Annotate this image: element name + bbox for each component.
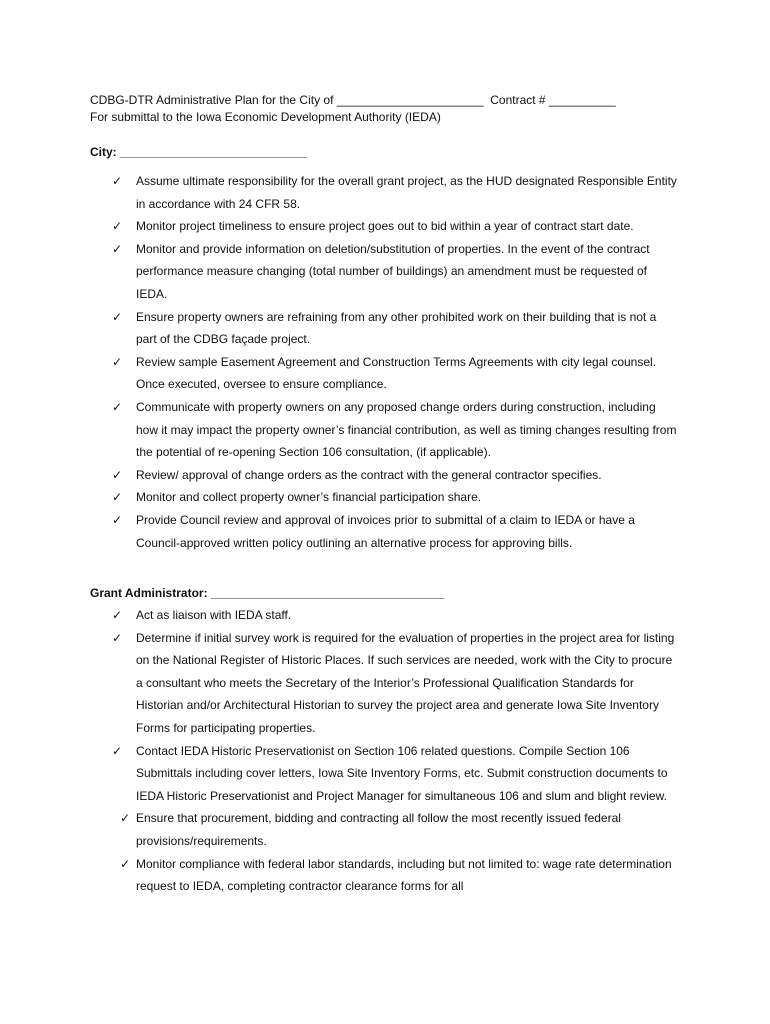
header-subtitle-line: For submittal to the Iowa Economic Development Authority (IEDA) xyxy=(90,109,441,124)
grant-administrator-responsibilities-list xyxy=(0,604,770,898)
checkmark-icon: ✓ xyxy=(112,309,123,324)
list-item xyxy=(0,627,770,740)
checkmark-icon: ✓ xyxy=(120,811,131,826)
list-item xyxy=(0,807,770,852)
header-title-line: CDBG-DTR Administrative Plan for the City of ______________________ Contract # __________ xyxy=(90,93,616,107)
list-item xyxy=(0,853,770,898)
checkmark-icon: ✓ xyxy=(112,608,123,622)
list-item xyxy=(0,170,770,215)
list-item-text: Contact IEDA Historic Preservationist on Section 106 related questions. Compile Section 106 Submittals including cover letters, Iowa Site Inventory Forms, etc. Submit construction documents to IEDA Historic Preservationist and Project Manager for simultaneous 106 and slum and blight review. xyxy=(136,743,668,803)
list-item-text: Review/ approval of change orders as the contract with the general contractor specifies. xyxy=(136,467,602,482)
list-item xyxy=(0,464,770,487)
checkmark-icon: ✓ xyxy=(112,354,123,369)
list-item-text: Ensure property owners are refraining from any other prohibited work on their building that is not a part of the CDBG façade project. xyxy=(136,309,657,347)
checkmark-icon: ✓ xyxy=(112,630,123,645)
list-item xyxy=(0,238,770,306)
list-item-text: Monitor and collect property owner’s financial participation share. xyxy=(136,490,482,505)
checkmark-icon: ✓ xyxy=(112,743,123,758)
checkmark-icon: ✓ xyxy=(112,219,123,234)
grant-administrator-section-title: Grant Administrator: ___________________________________ xyxy=(90,586,445,600)
list-item-text: Provide Council review and approval of invoices prior to submittal of a claim to IEDA or have a Council-approved written policy outlining an alternative process for approving bills. xyxy=(136,512,635,550)
checkmark-icon: ✓ xyxy=(112,512,123,527)
list-item-text: Determine if initial survey work is required for the evaluation of properties in the project area for listing on the National Register of Historic Places. If such services are needed, work with the City to procure a consultant who meets the Secretary of the Interior’s Professional Qualification Standards for Historian and/or Architectural Historian to survey the project area and generate Iowa Site Inventory Forms for participating properties. xyxy=(136,630,675,735)
list-item-text: Communicate with property owners on any proposed change orders during construction, including how it may impact the property owner’s financial contribution, as well as timing changes resulting from the potential of re-opening Section 106 consultation, (if applicable). xyxy=(136,399,677,460)
list-item xyxy=(0,604,770,627)
list-item-text: Ensure that procurement, bidding and contracting all follow the most recently issued federal provisions/requirements. xyxy=(136,811,621,848)
list-item xyxy=(0,486,770,509)
checkmark-icon: ✓ xyxy=(112,399,123,414)
city-responsibilities-list xyxy=(0,170,770,554)
city-section-title: City: ____________________________ xyxy=(90,145,307,159)
checkmark-icon: ✓ xyxy=(112,241,123,256)
document-header xyxy=(90,92,730,125)
list-item-text: Monitor and provide information on deletion/substitution of properties. In the event of the contract performance measure changing (total number of buildings) an amendment must be requested of IEDA. xyxy=(136,241,650,301)
list-item xyxy=(0,215,770,238)
checkmark-icon: ✓ xyxy=(112,174,123,188)
checkmark-icon: ✓ xyxy=(112,490,123,505)
list-item xyxy=(0,396,770,464)
list-item-text: Review sample Easement Agreement and Construction Terms Agreements with city legal counsel. Once executed, oversee to ensure compliance. xyxy=(136,354,657,392)
list-item-text: Act as liaison with IEDA staff. xyxy=(136,608,292,622)
checkmark-icon: ✓ xyxy=(120,856,131,871)
checkmark-icon: ✓ xyxy=(112,467,123,482)
list-item xyxy=(0,740,770,808)
list-item xyxy=(0,351,770,396)
list-item-text: Monitor project timeliness to ensure project goes out to bid within a year of contract start date. xyxy=(136,219,634,234)
list-item xyxy=(0,306,770,351)
list-item-text: Assume ultimate responsibility for the overall grant project, as the HUD designated Responsible Entity in accordance with 24 CFR 58. xyxy=(136,174,677,211)
list-item-text: Monitor compliance with federal labor standards, including but not limited to: wage rate determination request to IEDA, completing contractor clearance forms for all xyxy=(136,856,672,894)
list-item xyxy=(0,509,770,554)
